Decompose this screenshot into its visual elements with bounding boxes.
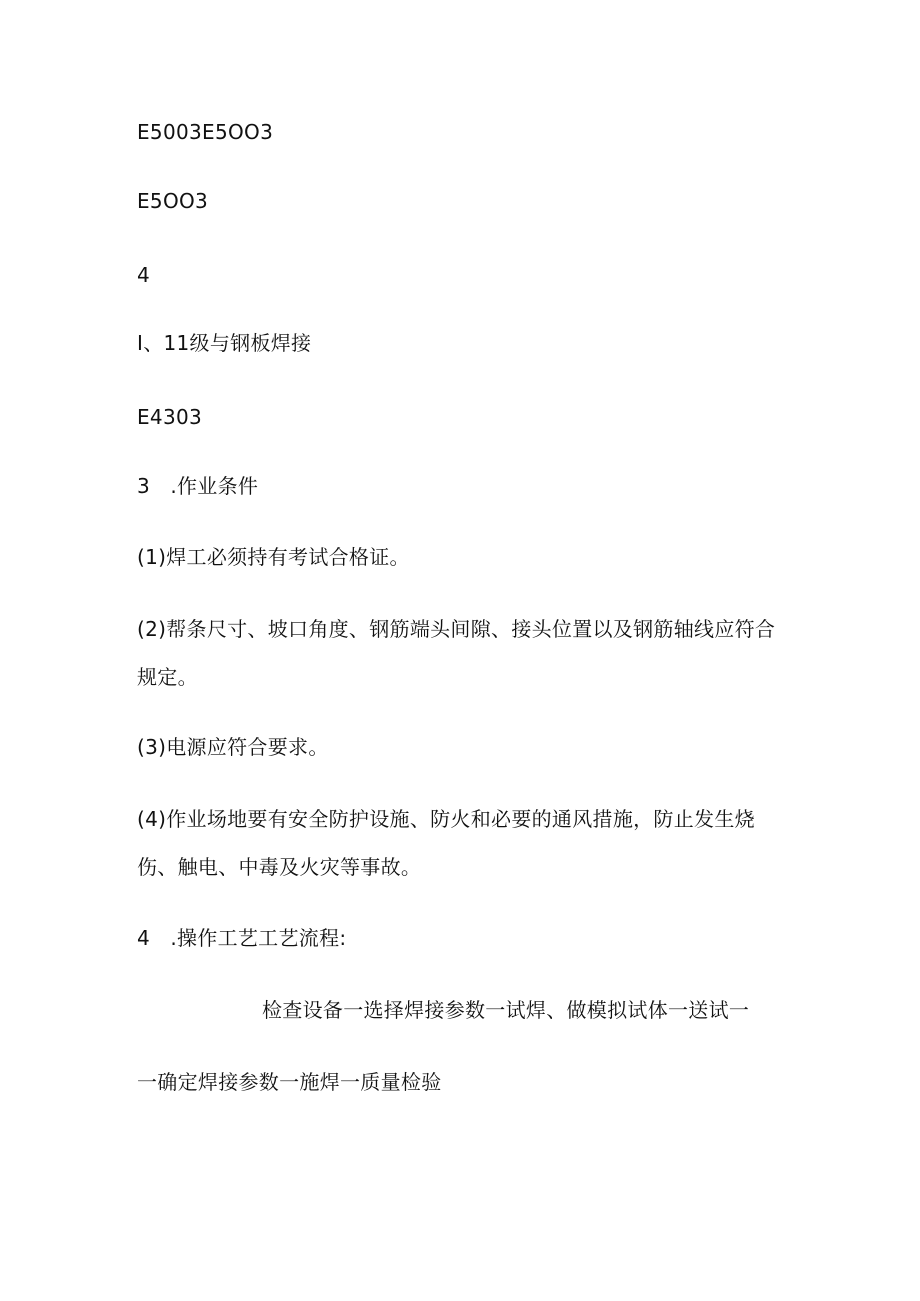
list-item-condition-2-continued: 规定。 — [137, 665, 198, 689]
text-line-electrode-e4303: E4303 — [137, 405, 203, 429]
text-line-steel-plate-welding: I、11级与钢板焊接 — [137, 331, 312, 355]
section-heading-work-conditions: 3 .作业条件 — [137, 474, 259, 498]
list-item-condition-2: (2)帮条尺寸、坡口角度、钢筋端头间隙、接头位置以及钢筋轴线应符合 — [137, 617, 776, 641]
text-line-number: 4 — [137, 263, 151, 287]
list-item-condition-3: (3)电源应符合要求。 — [137, 735, 329, 759]
section-heading-process-flow: 4 .操作工艺工艺流程: — [137, 926, 347, 950]
list-item-condition-1: (1)焊工必须持有考试合格证。 — [137, 545, 410, 569]
process-flow-line-1: 检查设备一选择焊接参数一试焊、做模拟试体一送试一 — [262, 998, 750, 1022]
text-line-electrode-codes: E5003E5OO3 — [137, 120, 274, 144]
text-line-electrode-code: E5OO3 — [137, 189, 209, 213]
process-flow-line-2: 一确定焊接参数一施焊一质量检验 — [137, 1070, 442, 1094]
list-item-condition-4: (4)作业场地要有安全防护设施、防火和必要的通风措施，防止发生烧 — [137, 807, 755, 831]
list-item-condition-4-continued: 伤、触电、中毒及火灾等事故。 — [137, 855, 422, 879]
